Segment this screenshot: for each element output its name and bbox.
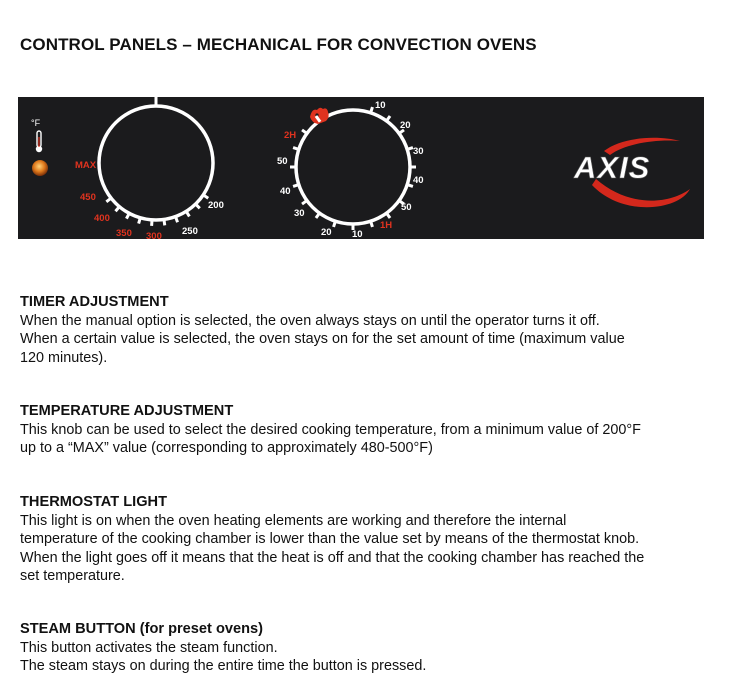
fahrenheit-unit-label: °F (31, 118, 41, 128)
timer-knob[interactable] (296, 110, 410, 224)
temperature-label-200: 200 (208, 200, 224, 211)
section-line: When the manual option is selected, the oven always stays on until the operator turns it off. (20, 312, 600, 329)
section-line: This light is on when the oven heating elements are working and therefore the internal (20, 512, 567, 529)
section-line: The steam stays on during the entire time the button is pressed. (20, 658, 427, 674)
section-line: When a certain value is selected, the oven stays on for the set amount of time (maximum value (20, 331, 625, 347)
timer-tick (334, 220, 336, 227)
timer-label-50: 50 (277, 156, 288, 167)
temperature-label-300: 300 (146, 231, 162, 239)
thermometer-icon (36, 131, 42, 152)
temperature-adjustment-section (20, 402, 710, 458)
temperature-label-450: 450 (80, 192, 96, 203)
timer-label-20: 20 (400, 120, 411, 131)
timer-label-20: 20 (321, 227, 332, 238)
thermostat-light-icon (32, 160, 48, 176)
timer-tick (316, 212, 320, 218)
temperature-label-400: 400 (94, 213, 110, 224)
steam-button-section (20, 620, 710, 676)
axis-logo (573, 138, 690, 207)
temperature-tick (106, 197, 112, 201)
timer-tick (370, 220, 372, 227)
timer-label-10: 10 (375, 100, 386, 111)
timer-tick (302, 200, 308, 204)
timer-label-40: 40 (280, 186, 291, 197)
timer-label-40: 40 (413, 175, 424, 186)
section-line: This knob can be used to select the desired cooking temperature, from a minimum value of 200°F (20, 421, 641, 438)
timer-label-10: 10 (352, 229, 363, 239)
timer-tick (386, 212, 390, 218)
control-panel-graphic (18, 97, 704, 239)
section-heading: TEMPERATURE ADJUSTMENT (20, 403, 234, 419)
section-heading: STEAM BUTTON (for preset ovens) (20, 621, 263, 637)
temperature-tick (195, 203, 200, 208)
timer-label-1h: 1H (380, 220, 393, 231)
timer-label-30: 30 (294, 208, 305, 219)
timer-tick (370, 107, 372, 114)
timer-tick (406, 184, 413, 186)
temperature-label-250: 250 (182, 226, 198, 237)
timer-dial-labels (277, 100, 424, 239)
timer-dial-ticks (290, 107, 416, 230)
timer-adjustment-section (20, 293, 710, 367)
section-line: This button activates the steam function. (20, 639, 278, 656)
thermostat-light-section (20, 493, 710, 586)
timer-label-30: 30 (413, 146, 424, 157)
page-title: CONTROL PANELS – MECHANICAL FOR CONVECTION OVENS (20, 35, 537, 54)
timer-tick (293, 148, 300, 150)
temperature-label-max: MAX (75, 160, 97, 171)
temperature-knob[interactable] (99, 97, 213, 220)
temperature-tick (164, 218, 165, 225)
timer-label-50: 50 (401, 202, 412, 213)
section-line: 120 minutes). (20, 349, 108, 366)
timer-tick (293, 184, 300, 186)
section-line: set temperature. (20, 568, 125, 584)
temperature-tick (139, 217, 141, 224)
timer-tick (406, 148, 413, 150)
timer-label-2h: 2H (284, 130, 297, 141)
section-line: When the light goes off it means that the heat is off and that the cooking chamber has reached the (20, 549, 645, 566)
section-heading: TIMER ADJUSTMENT (20, 294, 169, 310)
temperature-tick (116, 206, 120, 211)
section-line: up to a “MAX” value (corresponding to approximately 480-500°F) (20, 440, 433, 456)
timer-tick (302, 130, 308, 134)
temperature-label-350: 350 (116, 228, 132, 239)
axis-logo-text: AXIS (574, 150, 651, 185)
control-panel (18, 97, 704, 239)
timer-tick (386, 116, 390, 122)
section-heading: THERMOSTAT LIGHT (20, 494, 167, 510)
section-line: temperature of the cooking chamber is lower than the value set by means of the thermostat knob. (20, 531, 640, 547)
